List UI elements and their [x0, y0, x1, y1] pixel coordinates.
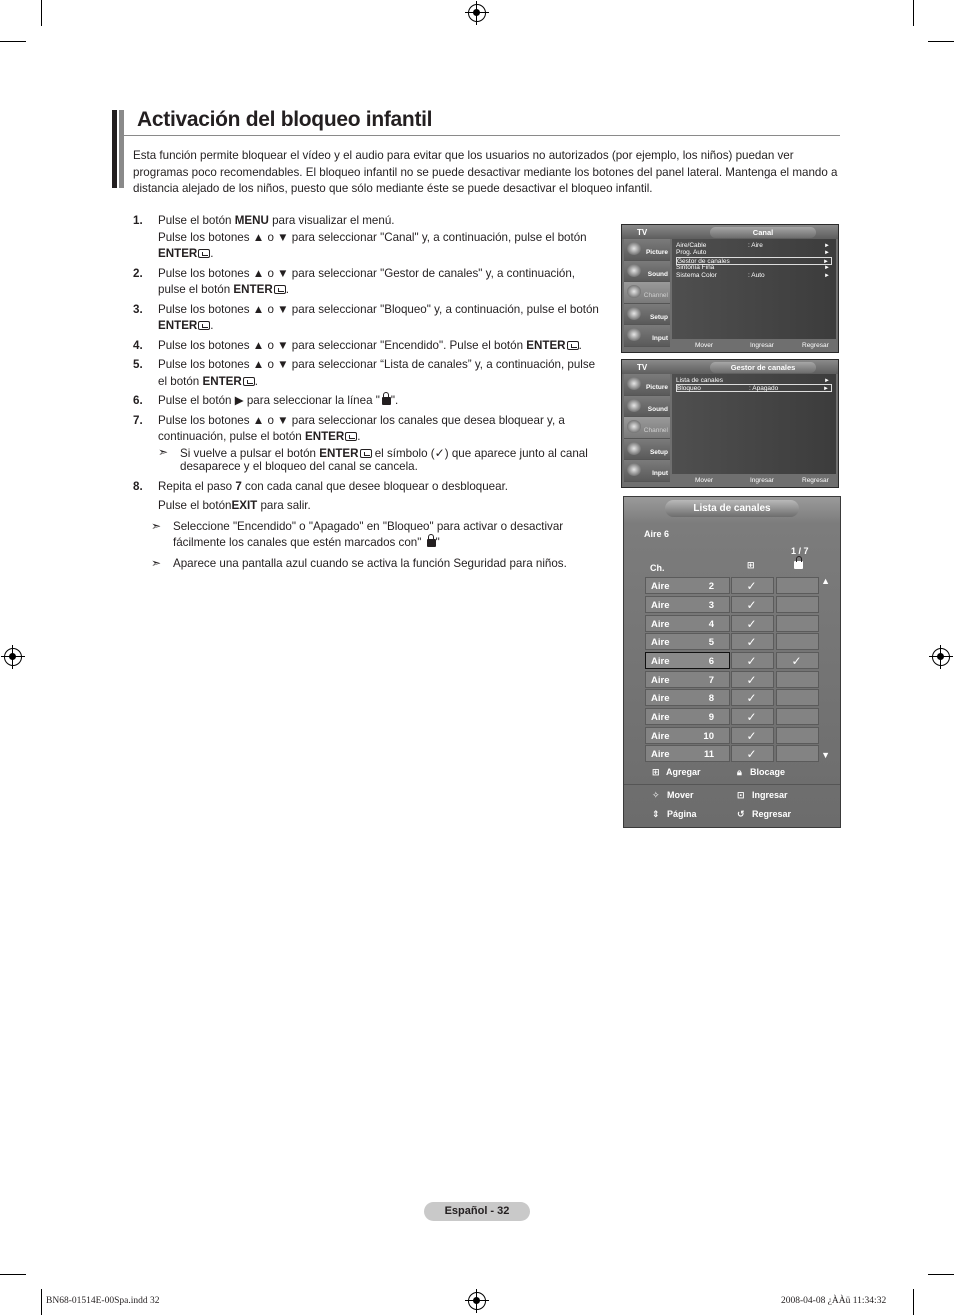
- channel-cell[interactable]: [645, 727, 730, 744]
- osd-tv-label: TV: [637, 363, 648, 372]
- add-cell[interactable]: [731, 708, 774, 725]
- add-cell[interactable]: [731, 689, 774, 706]
- osd-tv-label: TV: [637, 228, 648, 237]
- lock-icon: [382, 397, 391, 405]
- lock-cell[interactable]: [776, 615, 819, 632]
- step-8: 8. Repita el paso 7 con cada canal que desee bloquear o desbloquear. Pulse el botónEXIT para salir.: [133, 479, 509, 512]
- osd-menu-item[interactable]: Prog. Auto ►: [676, 249, 830, 256]
- crop-mark: [41, 1289, 42, 1315]
- channel-name: Aire: [651, 637, 670, 648]
- lock-column-icon: [792, 560, 803, 570]
- lock-cell[interactable]: [776, 633, 819, 650]
- enter-icon: [360, 449, 372, 458]
- setup-icon[interactable]: Setup: [624, 439, 670, 461]
- add-cell[interactable]: [731, 652, 774, 669]
- osd-side-menu: [624, 239, 670, 347]
- step-2: 2. Pulse los botones ▲ o ▼ para seleccionar "Gestor de canales" y, a continuación, pulse el botón ENTER .: [133, 266, 576, 296]
- registration-mark-icon: [932, 648, 950, 666]
- move-hint: Mover: [667, 790, 694, 800]
- move-hint: Mover: [695, 342, 714, 349]
- check-icon: ✓: [746, 635, 757, 649]
- print-date-slug: 2008-04-08 ¿ÀÀü 11:34:32: [781, 1296, 887, 1306]
- channel-name: Aire: [651, 619, 670, 630]
- lock-cell[interactable]: [776, 671, 819, 688]
- step-5: 5. Pulse los botones ▲ o ▼ para seleccionar “Lista de canales” y, a continuación, pulse el botón ENTER .: [133, 358, 596, 388]
- channel-cell[interactable]: [645, 745, 730, 762]
- sound-icon[interactable]: Sound: [624, 261, 670, 283]
- return-hint: Regresar: [752, 809, 792, 819]
- registration-mark-icon: [4, 648, 22, 666]
- add-legend: Agregar: [666, 767, 701, 777]
- enter-icon: [198, 249, 210, 258]
- scroll-down-icon[interactable]: ▼: [821, 750, 830, 760]
- channel-name: Aire: [651, 581, 670, 592]
- picture-icon[interactable]: Picture: [624, 374, 670, 396]
- osd-footer: [672, 339, 836, 352]
- channel-number: 11: [703, 749, 714, 760]
- osd-menu-item[interactable]: Sintonía Fina ►: [676, 264, 830, 271]
- channel-row[interactable]: [645, 745, 821, 763]
- check-icon: ✓: [746, 654, 757, 668]
- picture-icon[interactable]: Picture: [624, 239, 670, 261]
- lock-cell[interactable]: [776, 689, 819, 706]
- lock-legend-icon: 🔒︎: [737, 767, 742, 777]
- add-cell[interactable]: [731, 745, 774, 762]
- channel-name: Aire: [651, 693, 670, 704]
- channel-number: 8: [708, 693, 714, 704]
- crop-mark: [913, 0, 914, 26]
- title-rule: [124, 135, 840, 136]
- add-cell[interactable]: [731, 633, 774, 650]
- step-1: 1. Pulse el botón MENU para visualizar el menú. Pulse los botones ▲ o ▼ para seleccionar "Canal" y, a continuación, pulse el botón ENTER .: [133, 214, 587, 260]
- enter-icon: [567, 341, 579, 350]
- step-7-note: ➣ Si vuelve a pulsar el botón ENTER el símbolo (✓) que aparece junto al canal desaparece y el bloqueo del canal se cancela.: [158, 444, 588, 473]
- crop-mark: [928, 41, 954, 42]
- ch-column-header: Ch.: [650, 563, 665, 573]
- check-icon: ✓: [746, 691, 757, 705]
- check-icon: ✓: [746, 617, 757, 631]
- channel-icon[interactable]: Channel: [624, 417, 670, 439]
- step-4: 4. Pulse los botones ▲ o ▼ para seleccionar "Encendido". Pulse el botón ENTER .: [133, 338, 582, 352]
- enter-icon: [198, 321, 210, 330]
- channel-name: Aire: [651, 600, 670, 611]
- channel-icon[interactable]: Channel: [624, 282, 670, 304]
- page-indicator: 1 / 7: [791, 546, 809, 556]
- osd-menu-item-selected[interactable]: Gestor de canales ►: [676, 257, 832, 265]
- enter-icon: [274, 285, 286, 294]
- title-accent-bar: [112, 110, 117, 188]
- add-cell[interactable]: [731, 671, 774, 688]
- osd-menu-item[interactable]: Aire/Cable : Aire ►: [676, 242, 830, 249]
- lock-cell[interactable]: [776, 745, 819, 762]
- general-note-1: ➣ Seleccione "Encendido" o "Apagado" en "Bloqueo" para activar o desactivar fácilmente los canales que estén marcados con" ": [151, 518, 564, 549]
- osd-menu-item[interactable]: Lista de canales ►: [676, 377, 830, 384]
- crop-mark: [41, 0, 42, 26]
- osd-menu-panel: [672, 239, 836, 339]
- check-icon: ✓: [746, 710, 757, 724]
- check-icon: ✓: [746, 598, 757, 612]
- channel-cell[interactable]: [645, 596, 730, 613]
- channel-list-title: Lista de canales: [665, 500, 799, 517]
- setup-icon[interactable]: Setup: [624, 304, 670, 326]
- lock-cell[interactable]: [776, 596, 819, 613]
- return-icon: ↺: [737, 809, 745, 819]
- channel-cell[interactable]: [645, 615, 730, 632]
- channel-number: 5: [708, 637, 714, 648]
- channel-list-screen: [623, 496, 841, 828]
- add-cell[interactable]: [731, 577, 774, 594]
- check-icon: ✓: [434, 445, 445, 460]
- check-icon: ✓: [746, 747, 757, 761]
- footer-divider: [624, 784, 840, 785]
- channel-number: 10: [703, 731, 714, 742]
- lock-cell[interactable]: [776, 577, 819, 594]
- enter-icon: [345, 432, 357, 441]
- channel-row[interactable]: [645, 689, 821, 707]
- check-icon: ✓: [746, 729, 757, 743]
- enter-hint: Ingresar: [750, 342, 774, 349]
- general-note-2: ➣ Aparece una pantalla azul cuando se activa la función Seguridad para niños.: [151, 555, 567, 570]
- page-number-badge: Español - 32: [424, 1202, 530, 1221]
- channel-cell[interactable]: [645, 652, 730, 669]
- channel-row[interactable]: [645, 615, 821, 633]
- channel-cell[interactable]: [645, 671, 730, 688]
- lock-cell[interactable]: [776, 727, 819, 744]
- osd-menu-title: Canal: [710, 227, 816, 238]
- registration-mark-icon: [468, 4, 486, 22]
- crop-mark: [913, 1289, 914, 1315]
- page-icon: ⇕: [652, 809, 660, 819]
- lock-cell[interactable]: [776, 708, 819, 725]
- add-legend-icon: ⊞: [652, 767, 660, 777]
- current-channel: Aire 6: [644, 529, 670, 539]
- enter-hint: Ingresar: [750, 477, 774, 484]
- add-cell[interactable]: [731, 727, 774, 744]
- input-icon[interactable]: Input: [624, 325, 670, 347]
- osd-menu-panel: [672, 374, 836, 474]
- note-arrow-icon: ➣: [151, 518, 162, 533]
- registration-mark-icon: [468, 1292, 486, 1310]
- osd-menu-item[interactable]: Sistema Color : Auto ►: [676, 272, 830, 279]
- channel-row[interactable]: [645, 727, 821, 745]
- channel-name: Aire: [651, 656, 670, 667]
- note-arrow-icon: ➣: [158, 444, 169, 459]
- channel-row[interactable]: [645, 633, 821, 651]
- check-icon: ✓: [746, 673, 757, 687]
- note-arrow-icon: ➣: [151, 555, 162, 570]
- channel-row[interactable]: [645, 671, 821, 689]
- move-icon: ✧: [652, 790, 660, 800]
- channel-row[interactable]: [645, 708, 821, 726]
- osd-menu-title: Gestor de canales: [710, 362, 816, 373]
- channel-number: 9: [708, 712, 714, 723]
- input-icon[interactable]: Input: [624, 460, 670, 482]
- page-title: Activación del bloqueo infantil: [137, 108, 433, 131]
- lock-icon: [427, 539, 436, 547]
- return-hint: Regresar: [802, 342, 829, 349]
- channel-number: 6: [708, 656, 714, 667]
- add-column-icon: ⊞: [747, 560, 755, 570]
- channel-cell[interactable]: [645, 689, 730, 706]
- channel-number: 4: [708, 619, 714, 630]
- intro-paragraph: Esta función permite bloquear el vídeo y el audio para evitar que los usuarios no autorizados (por ejemplo, los niños) puedan ver programas poco recomendables. El bloqueo infantil no se puede desactivar mediante los botones del panel lateral. Mantenga el mando a distancia alejado de los niños, puesto que sólo mediante éste se puede desactivar el bloqueo infantil.: [133, 149, 838, 195]
- print-file-slug: BN68-01514E-00Spa.indd 32: [46, 1296, 160, 1306]
- scroll-up-icon[interactable]: ▲: [821, 576, 830, 586]
- channel-number: 3: [708, 600, 714, 611]
- lock-cell[interactable]: [776, 652, 819, 669]
- add-cell[interactable]: [731, 596, 774, 613]
- sound-icon[interactable]: Sound: [624, 396, 670, 418]
- enter-icon: ⊡: [737, 790, 745, 800]
- channel-row[interactable]: [645, 577, 821, 595]
- osd-gestor-screen: [621, 359, 839, 488]
- channel-number: 2: [708, 581, 714, 592]
- step-3: 3. Pulse los botones ▲ o ▼ para seleccionar "Bloqueo" y, a continuación, pulse el botón ENTER .: [133, 302, 599, 332]
- check-icon: ✓: [791, 654, 802, 668]
- lock-legend: Blocage: [750, 767, 786, 777]
- steps-list: [133, 213, 603, 572]
- page-hint: Página: [667, 809, 697, 819]
- channel-cell[interactable]: [645, 708, 730, 725]
- add-cell[interactable]: [731, 615, 774, 632]
- return-hint: Regresar: [802, 477, 829, 484]
- crop-mark: [0, 1274, 26, 1275]
- osd-menu-item-selected[interactable]: Bloqueo : Apagado ►: [676, 384, 832, 392]
- channel-number: 7: [708, 675, 714, 686]
- crop-mark: [928, 1274, 954, 1275]
- osd-canal-screen: [621, 224, 839, 353]
- channel-row[interactable]: [645, 596, 821, 614]
- enter-icon: [243, 377, 255, 386]
- channel-name: Aire: [651, 731, 670, 742]
- channel-cell[interactable]: [645, 577, 730, 594]
- channel-cell[interactable]: [645, 633, 730, 650]
- check-icon: ✓: [746, 579, 757, 593]
- channel-name: Aire: [651, 749, 670, 760]
- move-hint: Mover: [695, 477, 714, 484]
- enter-hint: Ingresar: [752, 790, 788, 800]
- channel-name: Aire: [651, 712, 670, 723]
- step-7: 7. Pulse los botones ▲ o ▼ para seleccionar los canales que desea bloquear y, a continuación, pulse el botón ENTER . ➣ Si vuelve a pulsar el botón ENTER el símbolo (✓) que aparece junto al canal desaparece y el bloqueo del canal se cancela.: [133, 413, 603, 473]
- osd-footer: [672, 474, 836, 487]
- step-6: 6. Pulse el botón ▶ para seleccionar la línea " ".: [133, 394, 399, 407]
- crop-mark: [0, 41, 26, 42]
- channel-row[interactable]: [645, 652, 821, 670]
- channel-name: Aire: [651, 675, 670, 686]
- osd-side-menu: [624, 374, 670, 482]
- title-accent-bar: [119, 110, 124, 188]
